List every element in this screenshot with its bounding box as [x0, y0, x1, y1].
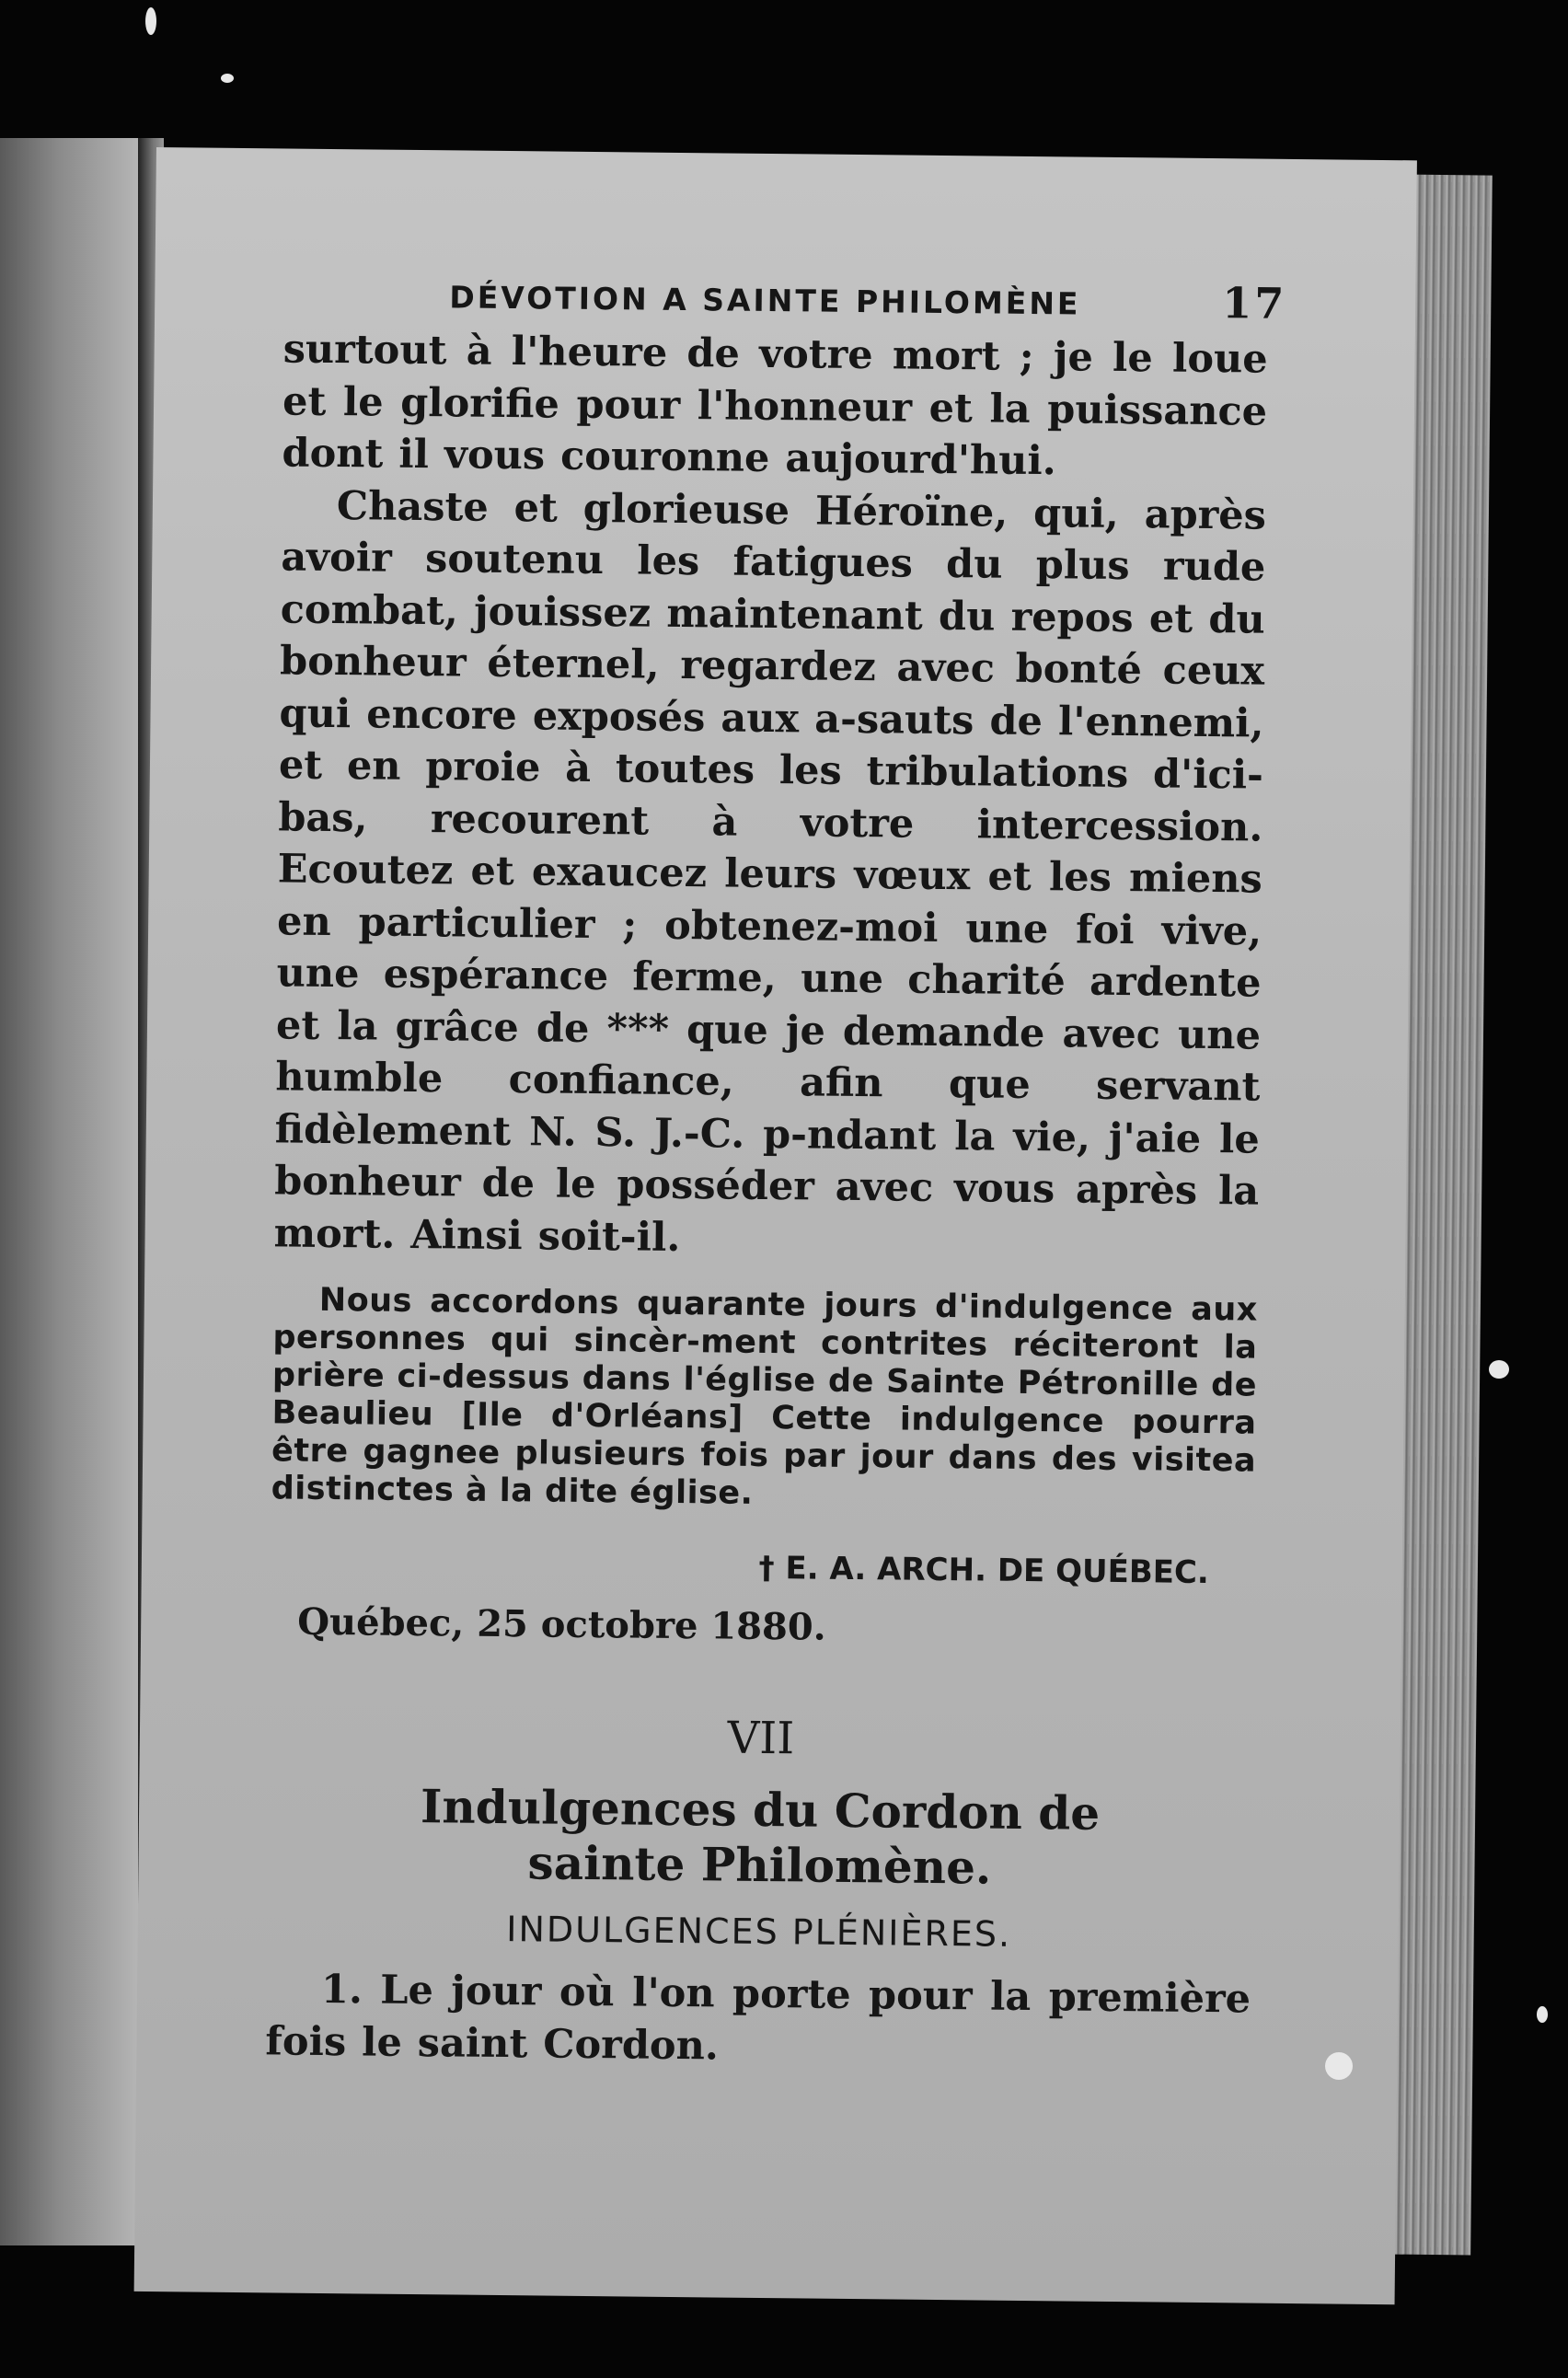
book-page: [134, 147, 1417, 2304]
film-speck: [1537, 2006, 1548, 2023]
section-title-line-1: Indulgences du Cordon de: [420, 1779, 1101, 1841]
signature: † E. A. ARCH. DE QUÉBEC.: [758, 1549, 1210, 1592]
running-head: [283, 259, 1287, 333]
list-item-1: 1. Le jour où l'on porte pour la première fois le saint Cordon.: [265, 1966, 1251, 2070]
dateline: Québec, 25 octobre 1880.: [296, 1599, 826, 1649]
running-head-title: DÉVOTION A SAINTE PHILOMÈNE: [449, 279, 1081, 322]
indulgence-notice: Nous accordons quarante jours d'indulgence aux personnes qui sincèr-ment contrites réciteront la prière ci-dessus dans l'église de Sainte Pétronille de Beaulieu [Ile d'Orléans] Cette indulgence pourra être gagnee plusieurs fois par jour dans des visitea distinctes à la dite église.: [271, 1281, 1259, 1512]
film-speck: [221, 74, 234, 83]
page-content: [265, 259, 1287, 2077]
prayer-paragraph: Chaste et glorieuse Héroïne, qui, après avoir soutenu les fatigues du plus rude combat, jouissez maintenant du repos et du bonheur éternel, regardez avec bonté ceux qui encore exposés aux a-sauts de l'ennemi, et en proie à toutes les tribulations d'ici-bas, recourent à votre intercession. Ecoutez et exaucez leurs vœux et les miens en particulier ; obtenez-moi une foi vive, une espérance ferme, une charité ardente et la grâce de *** que je demande avec une humble confiance, afin que servant fidèlement N. S. J.-C. p-ndant la vie, j'aie le bonheur de le posséder avec vous après la mort. Ainsi soit-il.: [273, 482, 1267, 1261]
film-speck: [1325, 2052, 1353, 2080]
film-speck: [1489, 1360, 1509, 1379]
section-number: VII: [727, 1712, 795, 1765]
section-title-line-2: sainte Philomène.: [527, 1835, 992, 1895]
film-speck: [145, 7, 156, 35]
section-subheading: INDULGENCES PLÉNIÈRES.: [506, 1909, 1012, 1955]
page-number: 17: [1221, 278, 1287, 329]
facing-page-edge: [0, 138, 145, 2245]
prayer-continuation: surtout à l'heure de votre mort ; je le loue et le glorifie pour l'honneur et la puissance dont il vous couronne aujourd'hui.: [282, 326, 1268, 485]
